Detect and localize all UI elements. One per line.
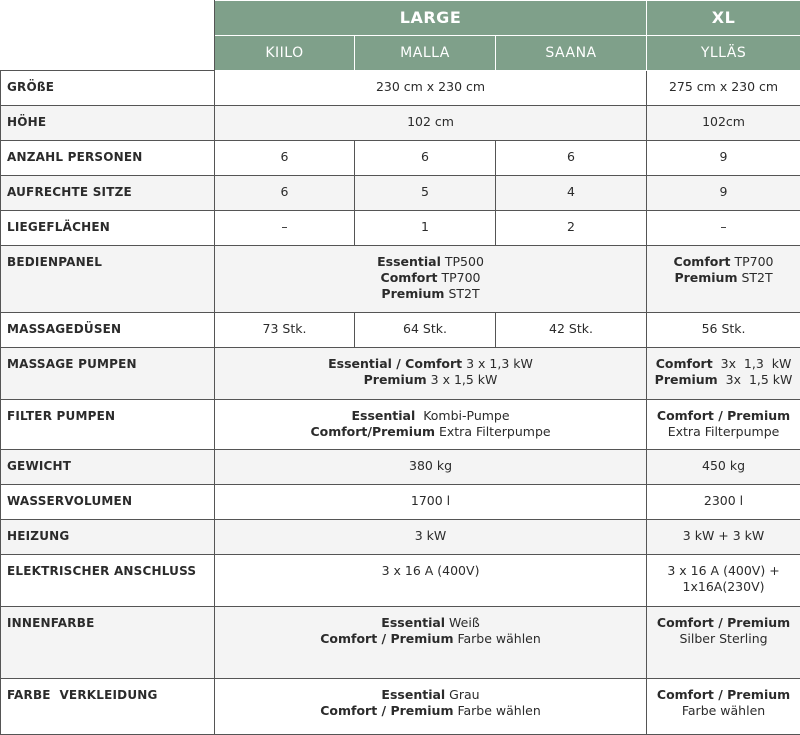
- cell-kiilo: 73 Stk.: [215, 313, 355, 348]
- cell-xl: 275 cm x 230 cm: [647, 71, 800, 106]
- cell-line: Premium ST2T: [651, 270, 796, 286]
- row-label: ELEKTRISCHER ANSCHLUSS: [1, 555, 215, 607]
- cell-large: 1700 l: [215, 485, 647, 520]
- cell-line: 3 x 16 A (400V) +: [651, 563, 796, 579]
- model-header-yllas: YLLÄS: [647, 36, 800, 71]
- cell-large: 380 kg: [215, 450, 647, 485]
- cell-saana: 42 Stk.: [496, 313, 647, 348]
- cell-xl: [647, 246, 800, 313]
- cell-line: Comfort / Premium: [651, 615, 796, 631]
- header-corner: [1, 1, 215, 71]
- cell-line: Premium 3x 1,5 kW: [651, 372, 796, 388]
- cell-line: Comfort 3x 1,3 kW: [651, 356, 796, 372]
- cell-saana: 4: [496, 176, 647, 211]
- group-header-large: LARGE: [215, 1, 647, 36]
- row-label: LIEGEFLÄCHEN: [1, 211, 215, 246]
- cell-malla: 1: [355, 211, 496, 246]
- table-row: [1, 679, 800, 735]
- cell-xl: [647, 607, 800, 679]
- row-label: INNENFARBE: [1, 607, 215, 679]
- cell-xl: 56 Stk.: [647, 313, 800, 348]
- table-row: [1, 313, 800, 348]
- table-row: [1, 450, 800, 485]
- cell-kiilo: –: [215, 211, 355, 246]
- cell-malla: 64 Stk.: [355, 313, 496, 348]
- cell-large: [215, 246, 647, 313]
- cell-line: Premium 3 x 1,5 kW: [219, 372, 642, 388]
- cell-large: 230 cm x 230 cm: [215, 71, 647, 106]
- table-row: [1, 555, 800, 607]
- cell-large: [215, 348, 647, 400]
- cell-line: Essential Grau: [219, 687, 642, 703]
- row-label: BEDIENPANEL: [1, 246, 215, 313]
- cell-large: 3 kW: [215, 520, 647, 555]
- cell-xl: –: [647, 211, 800, 246]
- group-header-xl: XL: [647, 1, 800, 36]
- table-row: [1, 106, 800, 141]
- cell-large: 102 cm: [215, 106, 647, 141]
- table-row: [1, 246, 800, 313]
- cell-saana: 2: [496, 211, 647, 246]
- cell-line: Essential TP500: [219, 254, 642, 270]
- table-row: [1, 348, 800, 400]
- table-row: [1, 607, 800, 679]
- table-row: [1, 211, 800, 246]
- cell-saana: 6: [496, 141, 647, 176]
- row-label: HEIZUNG: [1, 520, 215, 555]
- cell-large: [215, 607, 647, 679]
- cell-xl: [647, 400, 800, 450]
- model-header-kiilo: KIILO: [215, 36, 355, 71]
- cell-line: Comfort/Premium Extra Filterpumpe: [219, 424, 642, 440]
- table-row: [1, 141, 800, 176]
- cell-line: Comfort / Premium: [651, 687, 796, 703]
- row-label: MASSAGEDÜSEN: [1, 313, 215, 348]
- table-row: [1, 520, 800, 555]
- cell-xl: 9: [647, 176, 800, 211]
- cell-line: Extra Filterpumpe: [651, 424, 796, 440]
- cell-line: Premium ST2T: [219, 286, 642, 302]
- cell-line: Essential Kombi-Pumpe: [219, 408, 642, 424]
- row-label: ANZAHL PERSONEN: [1, 141, 215, 176]
- cell-malla: 5: [355, 176, 496, 211]
- cell-xl: [647, 348, 800, 400]
- row-label: WASSERVOLUMEN: [1, 485, 215, 520]
- cell-kiilo: 6: [215, 176, 355, 211]
- row-label: HÖHE: [1, 106, 215, 141]
- cell-malla: 6: [355, 141, 496, 176]
- table-row: [1, 176, 800, 211]
- cell-xl: [647, 555, 800, 607]
- row-label: MASSAGE PUMPEN: [1, 348, 215, 400]
- cell-line: Comfort / Premium Farbe wählen: [219, 631, 642, 647]
- cell-line: Farbe wählen: [651, 703, 796, 719]
- cell-xl: [647, 679, 800, 735]
- cell-large: [215, 400, 647, 450]
- model-header-malla: MALLA: [355, 36, 496, 71]
- cell-line: 1x16A(230V): [651, 579, 796, 595]
- table-row: [1, 400, 800, 450]
- cell-line: Essential / Comfort 3 x 1,3 kW: [219, 356, 642, 372]
- cell-xl: 450 kg: [647, 450, 800, 485]
- cell-line: Comfort / Premium: [651, 408, 796, 424]
- cell-line: Comfort TP700: [219, 270, 642, 286]
- cell-xl: 9: [647, 141, 800, 176]
- model-header-saana: SAANA: [496, 36, 647, 71]
- row-label: GRÖßE: [1, 71, 215, 106]
- row-label: GEWICHT: [1, 450, 215, 485]
- table-row: [1, 485, 800, 520]
- row-label: FILTER PUMPEN: [1, 400, 215, 450]
- cell-xl: 3 kW + 3 kW: [647, 520, 800, 555]
- cell-line: Comfort TP700: [651, 254, 796, 270]
- cell-line: Essential Weiß: [219, 615, 642, 631]
- cell-xl: 2300 l: [647, 485, 800, 520]
- cell-large: 3 x 16 A (400V): [215, 555, 647, 607]
- cell-kiilo: 6: [215, 141, 355, 176]
- cell-line: Comfort / Premium Farbe wählen: [219, 703, 642, 719]
- table-row: [1, 71, 800, 106]
- row-label: FARBE VERKLEIDUNG: [1, 679, 215, 735]
- cell-xl: 102cm: [647, 106, 800, 141]
- row-label: AUFRECHTE SITZE: [1, 176, 215, 211]
- cell-line: Silber Sterling: [651, 631, 796, 647]
- cell-large: [215, 679, 647, 735]
